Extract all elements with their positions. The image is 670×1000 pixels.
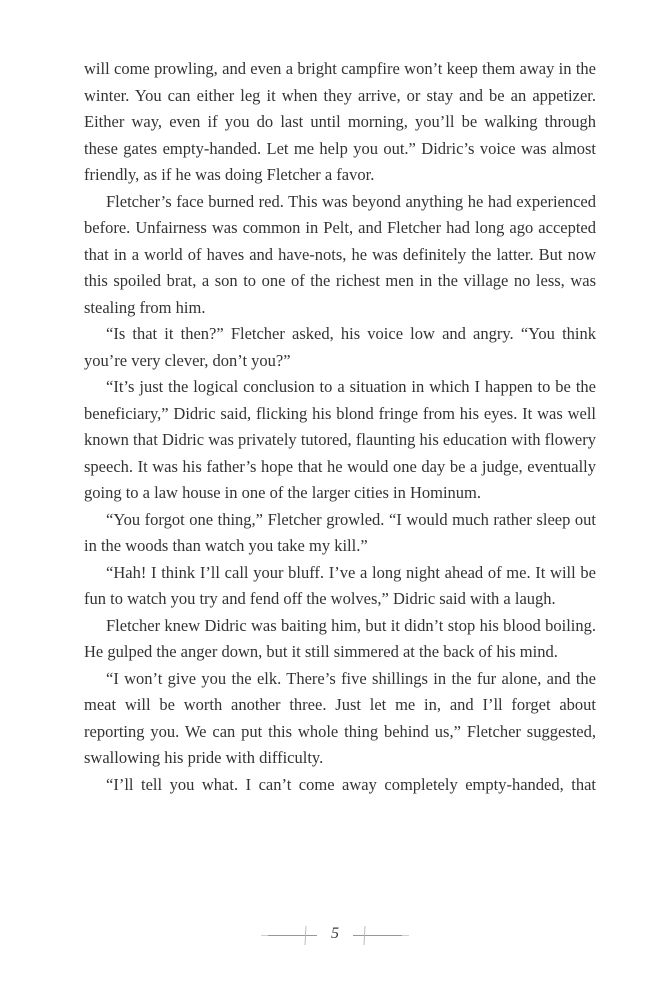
body-paragraph: “Hah! I think I’ll call your bluff. I’ve a long night ahead of me. It will be fun to watch you try and fend off the wolves,” Didric said with a laugh. bbox=[84, 562, 596, 608]
body-paragraph: Fletcher knew Didric was baiting him, but it didn’t stop his blood boiling. He gulped the anger down, but it still simmered at the back of his mind. bbox=[84, 615, 596, 661]
page-ornament-left-icon bbox=[260, 921, 318, 949]
body-paragraph: “Is that it then?” Fletcher asked, his voice low and angry. “You think you’re very clever, don’t you?” bbox=[84, 324, 596, 370]
body-paragraph: will come prowling, and even a bright campfire won’t keep them away in the winter. You can either leg it when they arrive, or stay and be an appetizer. Either way, even if you do last until morning, you’ll be walking through these gates empty-handed. Let me help you out.” Didric’s voice was almost friendly, as if he was doing Fletcher a favor. bbox=[84, 59, 596, 184]
body-paragraph: “You forgot one thing,” Fletcher growled. “I would much rather sleep out in the woods than watch you take my kill.” bbox=[84, 509, 596, 555]
body-paragraph: “I’ll tell you what. I can’t come away completely empty-handed, that bbox=[106, 774, 596, 794]
page-ornament-right-icon bbox=[352, 921, 410, 949]
page-number: 5 bbox=[331, 924, 339, 942]
page-footer bbox=[0, 921, 670, 949]
body-paragraph: Fletcher’s face burned red. This was beyond anything he had experienced before. Unfairness was common in Pelt, and Fletcher had long ago accepted that in a world of haves and have-nots, he was definitely the latter. But now this spoiled brat, a son to one of the richest men in the village no less, was stealing from him. bbox=[84, 191, 596, 317]
body-paragraph: “I won’t give you the elk. There’s five shillings in the fur alone, and the meat will be worth another three. Just let me in, and I’ll forget about reporting you. We can put this whole thing behind us,” Fletcher suggested, swallowing his pride with difficulty. bbox=[84, 668, 596, 767]
body-paragraph: “It’s just the logical conclusion to a situation in which I happen to be the beneficiary,” Didric said, flicking his blond fringe from his eyes. It was well known that Didric was privately tutored, flaunting his education with flowery speech. It was his father’s hope that he would one day be a judge, eventually going to a law house in one of the larger cities in Hominum. bbox=[84, 377, 596, 502]
page-text-block bbox=[84, 56, 596, 798]
